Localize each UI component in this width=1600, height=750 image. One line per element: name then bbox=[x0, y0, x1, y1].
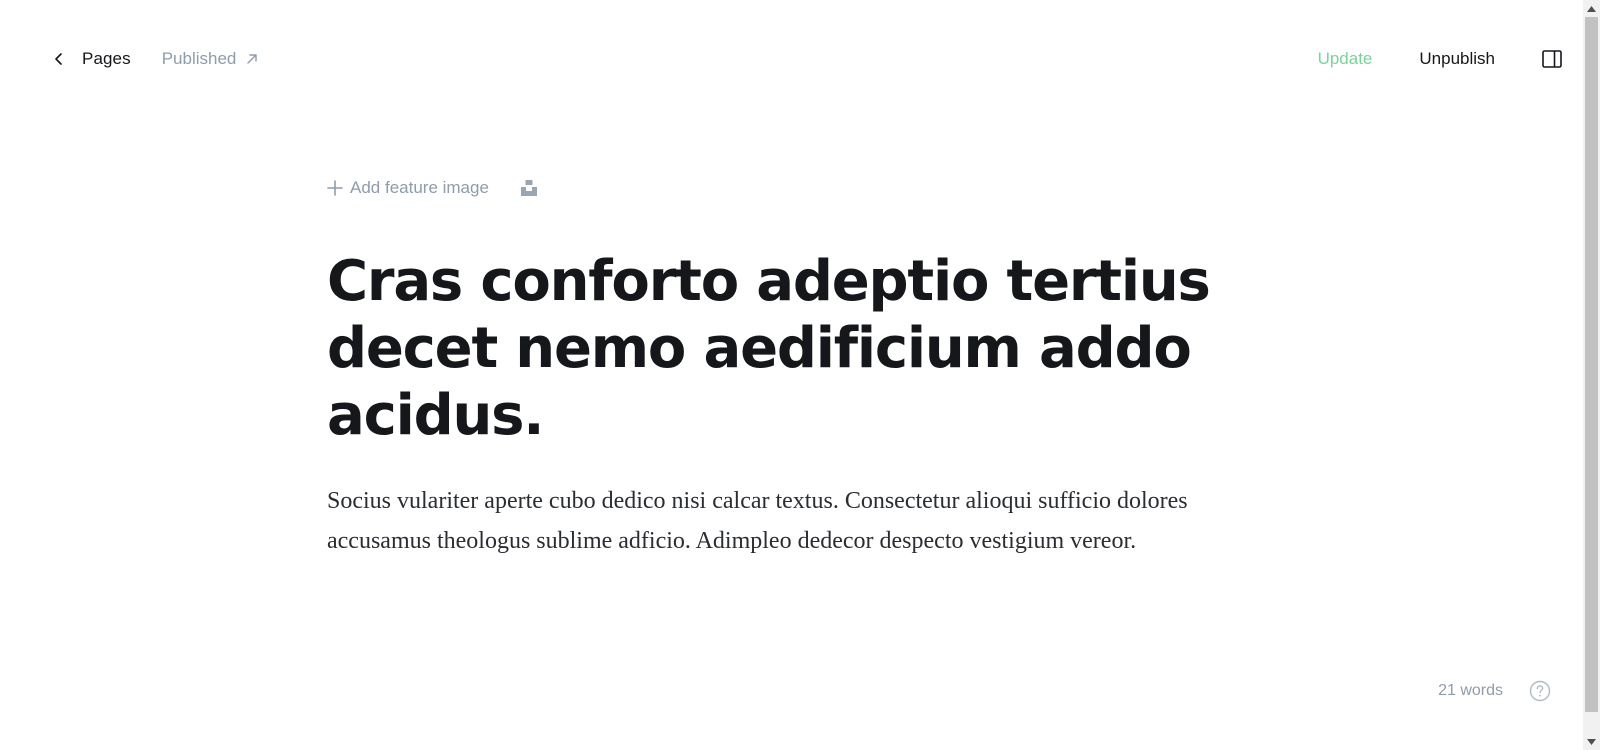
vertical-scrollbar[interactable] bbox=[1583, 0, 1600, 750]
post-title[interactable]: Cras conforto adeptio tertius decet nemo aedificium addo acidus. bbox=[327, 249, 1210, 448]
arrow-up-right-icon bbox=[245, 52, 259, 66]
editor-content bbox=[327, 172, 1247, 561]
back-to-pages-link[interactable] bbox=[52, 49, 131, 69]
scroll-thumb[interactable] bbox=[1585, 17, 1598, 712]
sidebar-panel-icon[interactable] bbox=[1541, 48, 1563, 70]
add-feature-image-button[interactable] bbox=[327, 178, 489, 198]
status-label: Published bbox=[161, 49, 237, 68]
add-feature-image-label: Add feature image bbox=[350, 178, 489, 197]
header-right bbox=[1318, 46, 1563, 72]
header-left bbox=[52, 46, 259, 72]
scroll-up-arrow[interactable] bbox=[1583, 0, 1600, 17]
published-status-link[interactable] bbox=[162, 49, 260, 69]
word-count: 21 words bbox=[1438, 682, 1503, 699]
plus-icon bbox=[327, 180, 343, 196]
chevron-left-icon bbox=[52, 52, 66, 66]
post-body[interactable]: Socius vulariter aperte cubo dedico nisi calcar textus. Consectetur alioqui sufficio dolores accusamus theologus sublime adficio. Adimpleo dedecor despecto vestigium vereor. bbox=[327, 488, 1188, 554]
update-button[interactable]: Update bbox=[1317, 49, 1373, 68]
feature-image-row bbox=[327, 172, 1247, 204]
scroll-down-arrow[interactable] bbox=[1583, 733, 1600, 750]
unsplash-icon[interactable] bbox=[520, 179, 538, 197]
editor-footer bbox=[1438, 680, 1551, 702]
back-label: Pages bbox=[82, 49, 131, 68]
unpublish-button[interactable]: Unpublish bbox=[1419, 49, 1495, 68]
question-circle-icon[interactable] bbox=[1529, 680, 1551, 702]
